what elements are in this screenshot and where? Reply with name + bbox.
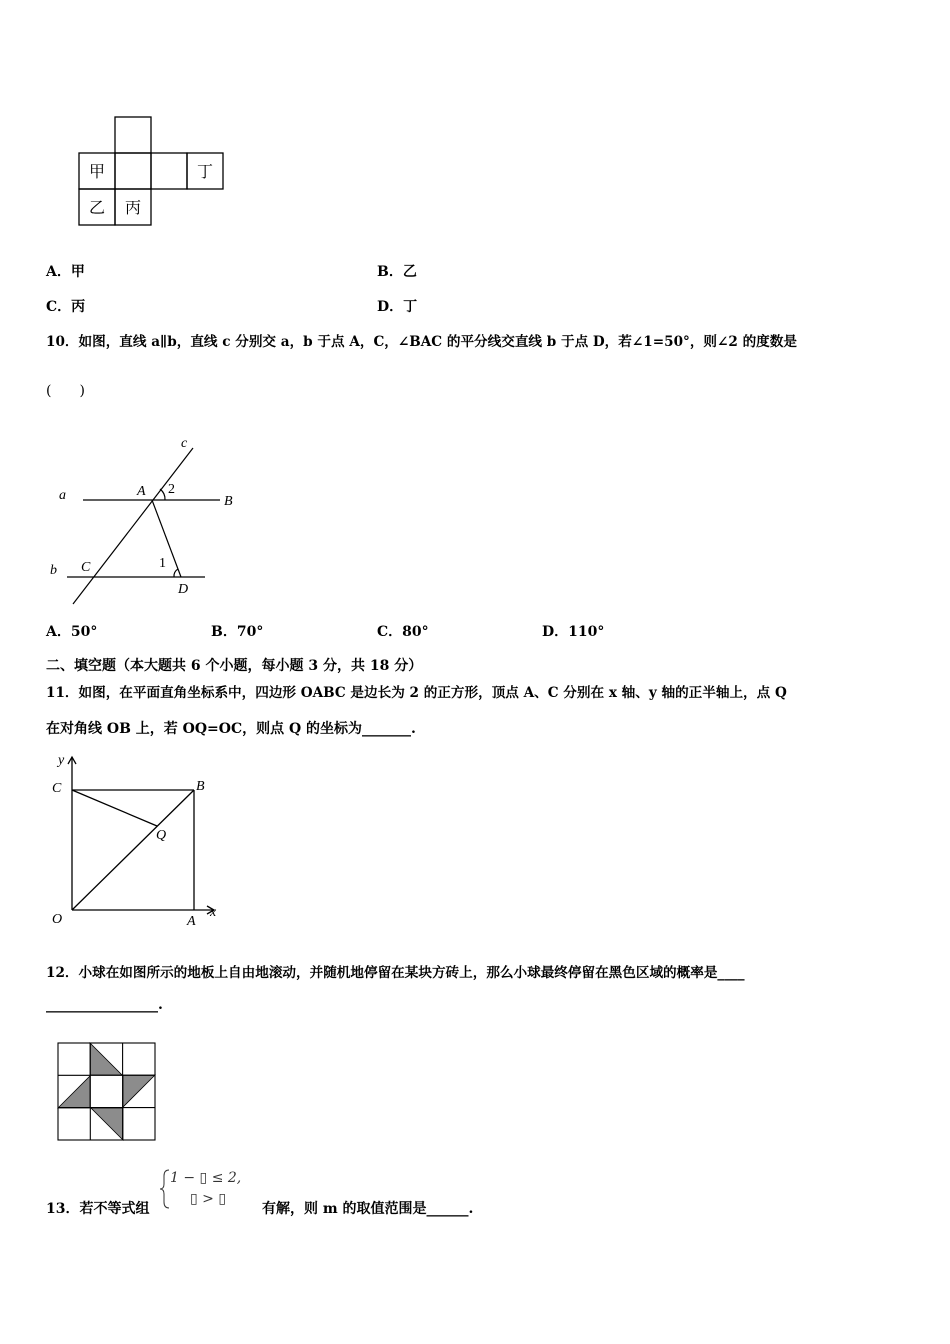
- label-c: c: [181, 436, 188, 451]
- net-label-bing: 丙: [124, 200, 142, 217]
- q12-line-2: ________________.: [46, 997, 163, 1013]
- q12-line-1: 12．小球在如图所示的地板上自由地滚动，并随机地停留在某块方砖上，那么小球最终停留在黑色区域的概率是____: [46, 965, 745, 981]
- parallel-lines-figure: [45, 433, 245, 608]
- q13-suffix: 有解，则 m 的取值范围是______.: [262, 1201, 474, 1217]
- q10-option-c: C．80°: [377, 624, 429, 640]
- section-2-title: 二、填空题（本大题共 6 个小题，每小题 3 分，共 18 分）: [46, 658, 423, 674]
- cube-net-figure: [76, 116, 226, 230]
- q10-question-text: 10．如图，直线 a∥b，直线 c 分别交 a，b 于点 A，C，∠BAC 的平分线交直线 b 于点 D，若∠1=50°，则∠2 的度数是: [46, 334, 797, 350]
- label-A: A: [137, 484, 146, 499]
- net-label-jia: 甲: [88, 164, 106, 181]
- label-angle-1: 1: [159, 556, 166, 571]
- q10-option-a: A．50°: [46, 624, 98, 640]
- q13-prefix: 13．若不等式组: [46, 1201, 150, 1217]
- bisector-AD: [152, 500, 181, 577]
- line-c: [73, 448, 193, 604]
- label-angle-2: 2: [168, 482, 175, 497]
- tile-floor-figure: [55, 1040, 161, 1146]
- shaded-triangle-bottom: [91, 1108, 123, 1140]
- q9-option-c: C．丙: [46, 299, 86, 315]
- shaded-region: [58, 1043, 155, 1140]
- q11-line-1: 11．如图，在平面直角坐标系中，四边形 OABC 是边长为 2 的正方形，顶点 A、C 分别在 x 轴、y 轴的正半轴上，点 Q: [46, 685, 787, 701]
- diagonal-OB: [72, 790, 194, 910]
- q13-inequality-1: 1 − ▯ ≤ 2,: [170, 1170, 242, 1186]
- q9-option-a: A．甲: [46, 264, 85, 280]
- label-b: b: [50, 563, 57, 578]
- label-A: A: [187, 914, 196, 929]
- q10-option-d: D．110°: [542, 624, 605, 640]
- grid-border: [58, 1043, 155, 1140]
- net-label-ding: 丁: [196, 164, 214, 181]
- net-cell-top: [115, 117, 151, 153]
- net-cell-middle: [115, 153, 151, 189]
- label-Q: Q: [156, 828, 167, 843]
- q13-inequality-2: ▯ > ▯: [190, 1191, 227, 1207]
- label-D: D: [178, 582, 189, 597]
- square-coordinate-figure: [44, 752, 229, 932]
- label-B: B: [196, 779, 205, 794]
- label-C: C: [81, 560, 91, 575]
- q10-option-b: B．70°: [211, 624, 264, 640]
- q9-option-d: D．丁: [377, 299, 418, 315]
- label-y: y: [58, 753, 65, 768]
- net-cell-right-blank: [151, 153, 187, 189]
- shaded-triangle-right: [123, 1075, 155, 1107]
- shaded-triangle-top: [90, 1043, 122, 1075]
- label-a: a: [59, 488, 66, 503]
- label-C: C: [52, 781, 62, 796]
- q10-paren: ( ): [46, 383, 85, 399]
- q11-line-2: 在对角线 OB 上，若 OQ=OC，则点 Q 的坐标为_______.: [46, 721, 416, 737]
- q9-option-b: B．乙: [377, 264, 417, 280]
- label-x: x: [210, 905, 217, 920]
- segment-CQ: [72, 790, 157, 826]
- shaded-triangle-left: [58, 1076, 90, 1108]
- label-O: O: [52, 912, 63, 927]
- net-label-yi: 乙: [88, 200, 106, 217]
- angle-1-arc: [174, 569, 178, 577]
- label-B: B: [224, 494, 233, 509]
